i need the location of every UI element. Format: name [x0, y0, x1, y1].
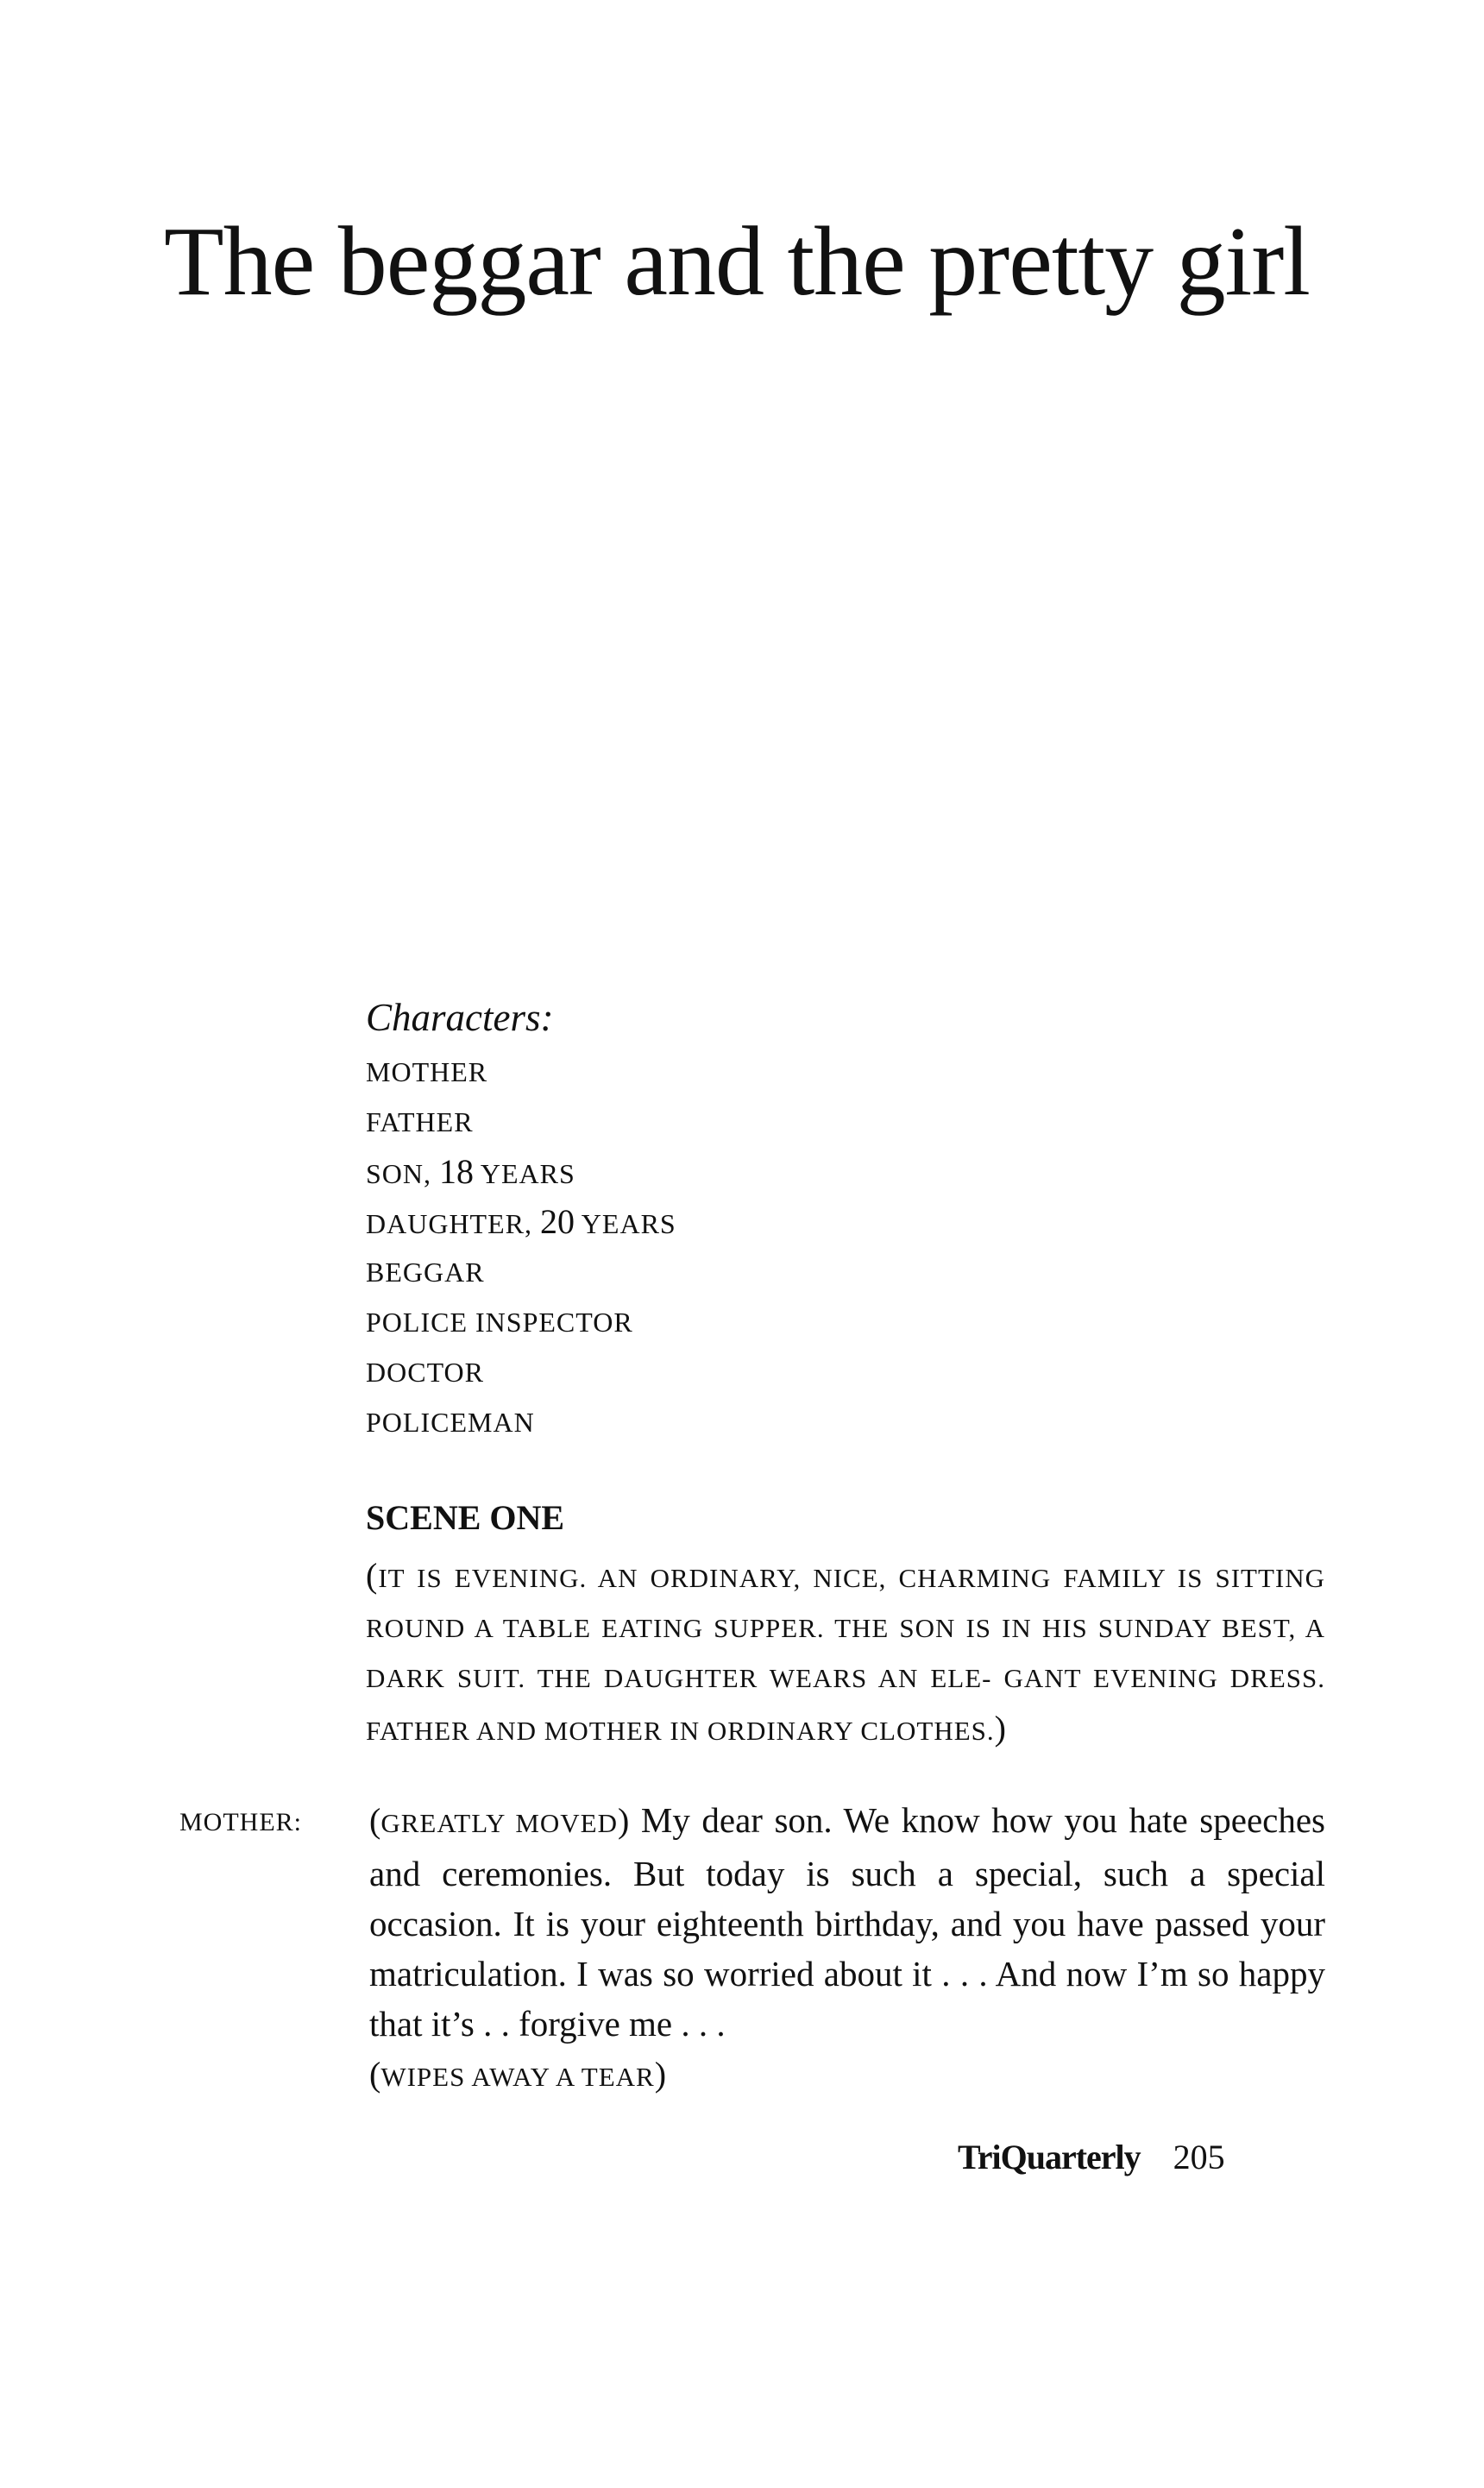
stage-direction-text: IT IS EVENING. AN ORDINARY, NICE, CHARMING FAMILY IS SITTING ROUND A TABLE EATING SUPPER. THE SON IS IN HIS SUNDAY BEST, A DARK SUIT. THE DAUGHTER WEARS AN ELE- GANT EVENING DRESS. FATHER AND MOTHER IN ORDINARY CLOTHES. [366, 1563, 1325, 1746]
cast-age: 20 [539, 1202, 575, 1241]
speech-text [369, 1795, 1325, 2102]
cast-age: 18 [439, 1152, 475, 1191]
cast-name: DAUGHTER, [366, 1208, 540, 1239]
stage-direction-close-paren: ) [994, 1709, 1007, 1748]
cast-age-unit: YEARS [574, 1208, 676, 1239]
exit-close-paren: ) [654, 2055, 667, 2094]
direction-open-paren: ( [369, 1801, 381, 1840]
speech-direction: GREATLY MOVED [380, 1808, 618, 1838]
journal-name: TriQuarterly [958, 2138, 1141, 2176]
cast-name: FATHER [366, 1106, 474, 1137]
cast-list-item [366, 1097, 1142, 1147]
characters-section [366, 992, 1142, 1447]
cast-list-item [366, 1147, 1142, 1197]
cast-name: DOCTOR [366, 1357, 484, 1388]
cast-name: BEGGAR [366, 1257, 485, 1288]
scene-heading: SCENE ONE [366, 1498, 565, 1537]
stage-direction [366, 1551, 1325, 1756]
speech-body: My dear son. We know how you hate speeches and ceremonies. But today is such a special, such a special occasion. It is your eighteenth birthday, and you have passed your matriculation. I was so worried about it . . . And now I’m so happy that it’s . . forgive me . . . [369, 1800, 1325, 2044]
cast-name: POLICEMAN [366, 1407, 535, 1438]
characters-heading: Characters: [366, 996, 554, 1039]
cast-name: POLICE INSPECTOR [366, 1307, 633, 1338]
cast-age-unit: YEARS [474, 1158, 575, 1189]
exit-direction [369, 2049, 1325, 2102]
cast-list-item [366, 1347, 1142, 1397]
cast-list-item [366, 1297, 1142, 1347]
speaker-label: MOTHER: [179, 1808, 302, 1836]
cast-name: SON, [366, 1158, 440, 1189]
page-footer [958, 2137, 1225, 2177]
stage-direction-open-paren: ( [366, 1556, 379, 1595]
exit-open-paren: ( [369, 2055, 381, 2094]
page-number: 205 [1173, 2138, 1225, 2176]
cast-list-item [366, 1047, 1142, 1097]
cast-list-item [366, 1247, 1142, 1297]
cast-list [366, 1047, 1142, 1447]
exit-direction-text: WIPES AWAY A TEAR [380, 2062, 655, 2092]
cast-name: MOTHER [366, 1056, 488, 1087]
play-title: The beggar and the pretty girl [164, 206, 1310, 317]
cast-list-item [366, 1197, 1142, 1247]
direction-close-paren: ) [618, 1801, 630, 1840]
cast-list-item [366, 1397, 1142, 1447]
